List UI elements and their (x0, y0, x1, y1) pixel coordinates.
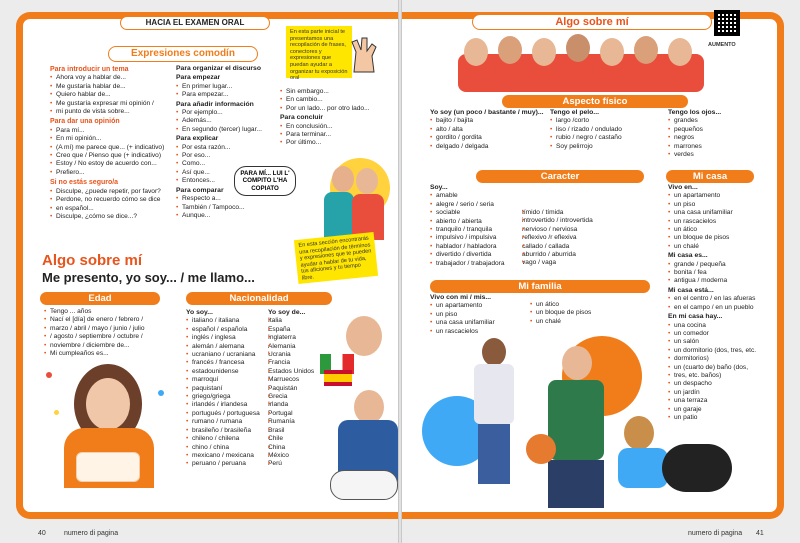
list-item: • Respecto a... (176, 195, 280, 203)
list-item: • un despacho (668, 380, 768, 388)
right-footer-label: numero di pagina (688, 530, 743, 537)
list-item: • Marruecos (268, 376, 330, 384)
list-item: • En cambio... (280, 96, 384, 104)
aumento-label: AUMENTO (708, 42, 736, 48)
list-item: • Aunque... (176, 212, 280, 220)
list-item: • un rascacielos (668, 218, 768, 226)
list-item: • Disculpe, ¿puede repetir, por favor? (50, 188, 178, 196)
list-item: • Por un lado... por otro lado... (280, 105, 384, 113)
list-item: • alemán / alemana (186, 343, 270, 351)
list-item: • una terraza (668, 397, 768, 405)
list-item: • Por esta razón... (176, 144, 280, 152)
list-item: • Ucrania (268, 351, 330, 359)
aspecto-col-1 (430, 108, 550, 151)
list-item: • en el centro / en las afueras (668, 295, 768, 303)
familia-col-1 (430, 293, 530, 336)
list-item: • mi punto de vista sobre... (50, 108, 178, 116)
list-item: • un chalé (530, 318, 630, 326)
expressions-col-1 (50, 64, 178, 221)
list-item: • callado / callada (522, 243, 632, 251)
list-item: • introvertido / introvertida (522, 217, 632, 225)
list-item: • griego/griega (186, 393, 270, 401)
left-page-number: 40 (38, 530, 46, 537)
list-item: • reflexivo /r eflexiva (522, 234, 632, 242)
list-item: • Además... (176, 117, 280, 125)
mi-casa-list (668, 183, 768, 422)
list-item: • marrones (668, 143, 752, 151)
list-item: • Tengo ... años (44, 308, 170, 316)
list-heading: Soy... (430, 184, 448, 191)
list-item: • Italia (268, 317, 330, 325)
list-item: • Francia (268, 359, 330, 367)
list-item: • Quiero hablar de... (50, 91, 178, 99)
gossip-photo (290, 152, 390, 240)
expressions-col-2 (176, 64, 280, 220)
list-item: • gordito / gordita (430, 134, 550, 142)
left-footer-label: numero di pagina (64, 530, 119, 537)
nacionalidad-header: Nacionalidad (186, 292, 332, 305)
left-page (0, 0, 398, 543)
list-heading: Para organizar el discurso (176, 65, 261, 72)
flags-boy-photo (318, 310, 398, 390)
expressions-title: Expresiones comodín (108, 46, 258, 62)
list-item: • un jardín (668, 389, 768, 397)
list-heading: Para introducir un tema (50, 66, 129, 73)
list-item: • Prefiero... (50, 169, 178, 177)
list-item: • un bloque de pisos (668, 234, 768, 242)
list-item: • Para terminar... (280, 131, 384, 139)
list-item: • rumano / rumana (186, 418, 270, 426)
birthday-photo (40, 360, 176, 494)
list-item: • Portugal (268, 410, 330, 418)
list-item: • pequeños (668, 126, 752, 134)
list-item: • un piso (668, 201, 768, 209)
list-item: • Por último... (280, 139, 384, 147)
list-item: • (A mí) me parece que... (+ indicativo) (50, 144, 178, 152)
girl-dog-photo (618, 408, 738, 504)
list-item: • Creo que / Pienso que (+ indicativo) (50, 152, 178, 160)
list-item: • / agosto / septiembre / octubre / (44, 333, 170, 341)
list-heading: Tengo los ojos... (668, 109, 722, 116)
list-item: • un apartamento (430, 302, 530, 310)
caracter-header: Caracter (476, 170, 644, 183)
list-item: • brasileño / brasileña (186, 427, 270, 435)
list-heading: Para dar una opinión (50, 118, 120, 126)
list-item: • negros (668, 134, 752, 142)
list-item: • Grecia (268, 393, 330, 401)
list-heading: Yo soy (un poco / bastante / muy)... (430, 109, 544, 116)
list-item: • Irlanda (268, 401, 330, 409)
list-item: • español / española (186, 326, 270, 334)
list-item: • inglés / inglesa (186, 334, 270, 342)
list-item: • bonita / fea (668, 269, 768, 277)
aspecto-col-3 (668, 108, 752, 159)
list-item: • un rascacielos (430, 328, 530, 336)
section-title: Algo sobre mí (42, 252, 143, 269)
list-item: • Como... (176, 160, 280, 168)
list-item: • Alemania (268, 343, 330, 351)
list-item: • irlandés / irlandesa (186, 401, 270, 409)
list-item: • Por eso... (176, 152, 280, 160)
hand-illustration (348, 34, 382, 74)
list-item: • Ahora voy a hablar de... (50, 74, 178, 82)
edad-list (44, 308, 170, 358)
list-item: • estadounidense (186, 368, 270, 376)
list-item: • vago / vaga (522, 259, 632, 267)
list-item: • En conclusión... (280, 123, 384, 131)
list-item: • una cocina (668, 322, 768, 330)
list-item: • un apartamento (668, 192, 768, 200)
list-item: • Chile (268, 435, 330, 443)
intro-note: En esta parte inicial te presentamos una recopilación de frases, conectores y expresiones que puedan ayudar a organizar tu exposición oral (286, 26, 352, 78)
aspecto-header: Aspecto físico (502, 95, 688, 108)
list-item: • Me gustaría expresar mi opinión / (50, 100, 178, 108)
list-item: • un garaje (668, 406, 768, 414)
list-heading: Yo soy de... (268, 309, 306, 316)
list-item: • en el campo / en un pueblo (668, 304, 768, 312)
list-heading: Vivo en... (668, 184, 698, 191)
list-item: • Así que... (176, 169, 280, 177)
list-item: • abierto / abierta (430, 218, 522, 226)
list-item: • chileno / chilena (186, 435, 270, 443)
list-item: • Soy pelirrojo (550, 143, 662, 151)
list-item: • Estados Unidos (268, 368, 330, 376)
list-item: • Rumanía (268, 418, 330, 426)
list-item: • Perdone, no recuerdo cómo se dice (50, 196, 178, 204)
list-item: • un ático (668, 226, 768, 234)
right-page-number: 41 (756, 530, 764, 537)
list-item: • En mi opinión... (50, 135, 178, 143)
list-item: • noviembre / diciembre de... (44, 342, 170, 350)
list-heading: Mi casa es... (668, 252, 708, 260)
familia-col-2 (530, 301, 630, 326)
list-item: • México (268, 452, 330, 460)
list-item: • mexicano / mexicana (186, 452, 270, 460)
list-item: • un piso (430, 311, 530, 319)
list-heading: Mi casa está... (668, 286, 714, 294)
list-heading: Yo soy... (186, 309, 213, 316)
list-heading: En mi casa hay... (668, 313, 723, 321)
list-item: • Perú (268, 460, 330, 468)
list-item: • alto / alta (430, 126, 550, 134)
list-item: • Entonces... (176, 177, 280, 185)
right-title: Algo sobre mí (472, 14, 712, 30)
list-item: • un ático (530, 301, 630, 309)
list-item: • España (268, 326, 330, 334)
speech-bubble: PARA MÍ... LUI L' COMPITO L'HA COPIATO (234, 166, 296, 196)
list-item: • Brasil (268, 427, 330, 435)
list-heading: Para empezar (176, 74, 221, 82)
list-item: • trabajador / trabajadora (430, 260, 522, 268)
list-item: • una casa unifamiliar (430, 319, 530, 327)
list-item: • portugués / portuguesa (186, 410, 270, 418)
list-item: • marroquí (186, 376, 270, 384)
section-subtitle: Me presento, yo soy... / me llamo... (42, 270, 255, 285)
expressions-col-3 (280, 88, 384, 148)
list-item: • en español... (50, 205, 178, 213)
list-item: • En primer lugar... (176, 83, 280, 91)
aspecto-col-2 (550, 108, 662, 151)
list-item: • un dormitorio (dos, tres, etc. (668, 347, 768, 355)
list-heading: Si no estás seguro/a (50, 179, 119, 187)
friends-photo (458, 32, 704, 92)
list-heading: Para explicar (176, 135, 219, 143)
caracter-col-1 (430, 183, 522, 268)
list-item: • un comedor (668, 330, 768, 338)
list-item: • antigua / moderna (668, 277, 768, 285)
list-item: • francés / francesa (186, 359, 270, 367)
list-item: • bajito / bajita (430, 117, 550, 125)
qr-code-icon[interactable] (714, 10, 740, 36)
right-page (402, 0, 800, 543)
list-item: • Me gustaría hablar de... (50, 83, 178, 91)
list-item: • En segundo (tercer) lugar... (176, 126, 280, 134)
list-item: • grandes (668, 117, 752, 125)
list-item: • Para mí... (50, 127, 178, 135)
list-item: • hablador / habladora (430, 243, 522, 251)
list-heading: Para comparar (176, 186, 224, 194)
list-item: • Sin embargo... (280, 88, 384, 96)
list-item: • italiano / italiana (186, 317, 270, 325)
list-item: • marzo / abril / mayo / junio / julio (44, 325, 170, 333)
list-item: • tres, etc. baños) (668, 372, 768, 380)
list-item: • dormitorios) (668, 355, 768, 363)
list-item: • nervioso / nerviosa (522, 226, 632, 234)
list-item: • rubio / negro / castaño (550, 134, 662, 142)
list-heading: Vivo con mi / mis... (430, 294, 492, 301)
list-item: • También / Tampoco... (176, 204, 280, 212)
list-item: • un salón (668, 338, 768, 346)
list-item: • largo /corto (550, 117, 662, 125)
list-item: • un bloque de pisos (530, 309, 630, 317)
list-item: • Nací el [día] de enero / febrero / (44, 316, 170, 324)
list-item: • Mi cumpleaños es... (44, 350, 170, 358)
list-heading: Para concluir (280, 114, 324, 122)
list-item: • Paquistán (268, 385, 330, 393)
list-item: • paquistaní (186, 385, 270, 393)
list-heading: Tengo el pelo... (550, 109, 599, 116)
list-item: • sociable (430, 209, 522, 217)
list-item: • alegre / serio / seria (430, 201, 522, 209)
list-item: • amable (430, 192, 522, 200)
list-item: • peruano / peruana (186, 460, 270, 468)
list-item: • ucraniano / ucraniana (186, 351, 270, 359)
guitar-boy-photo (330, 390, 398, 520)
list-item: • divertido / divertida (430, 251, 522, 259)
list-item: • una casa unifamiliar (668, 209, 768, 217)
list-item: • un chalé (668, 243, 768, 251)
list-item: • grande / pequeña (668, 261, 768, 269)
list-item: • Por ejemplo... (176, 109, 280, 117)
list-heading: Para añadir información (176, 100, 254, 108)
list-item: • Disculpe, ¿cómo se dice...? (50, 213, 178, 221)
edad-header: Edad (40, 292, 160, 305)
nacionalidad-col-1 (186, 308, 270, 469)
section-note: En esta sección encontrarás una recopilación de términos y expresiones que te pueden ayudar a hablar de tu vida, tus aficiones y tu tiempo libre. (294, 232, 378, 284)
list-item: • tímido / tímida (522, 209, 632, 217)
familia-header: Mi familia (430, 280, 650, 293)
list-item: • un (cuarto de) baño (dos, (668, 364, 768, 372)
list-item: • Inglaterra (268, 334, 330, 342)
list-item: • delgado / delgada (430, 143, 550, 151)
list-item: • impulsivo / impulsiva (430, 234, 522, 242)
caracter-col-2 (522, 209, 632, 268)
list-item: • un patio (668, 414, 768, 422)
exam-header: HACIA EL EXAMEN ORAL (120, 16, 270, 30)
list-item: • aburrido / aburrida (522, 251, 632, 259)
list-item: • China (268, 444, 330, 452)
list-item: • Para empezar... (176, 91, 280, 99)
list-item: • chino / china (186, 444, 270, 452)
list-item: • liso / rizado / ondulado (550, 126, 662, 134)
list-item: • Estoy / No estoy de acuerdo con... (50, 160, 178, 168)
list-item: • verdes (668, 151, 752, 159)
mi-casa-header: Mi casa (666, 170, 754, 183)
list-item: • tranquilo / tranquila (430, 226, 522, 234)
